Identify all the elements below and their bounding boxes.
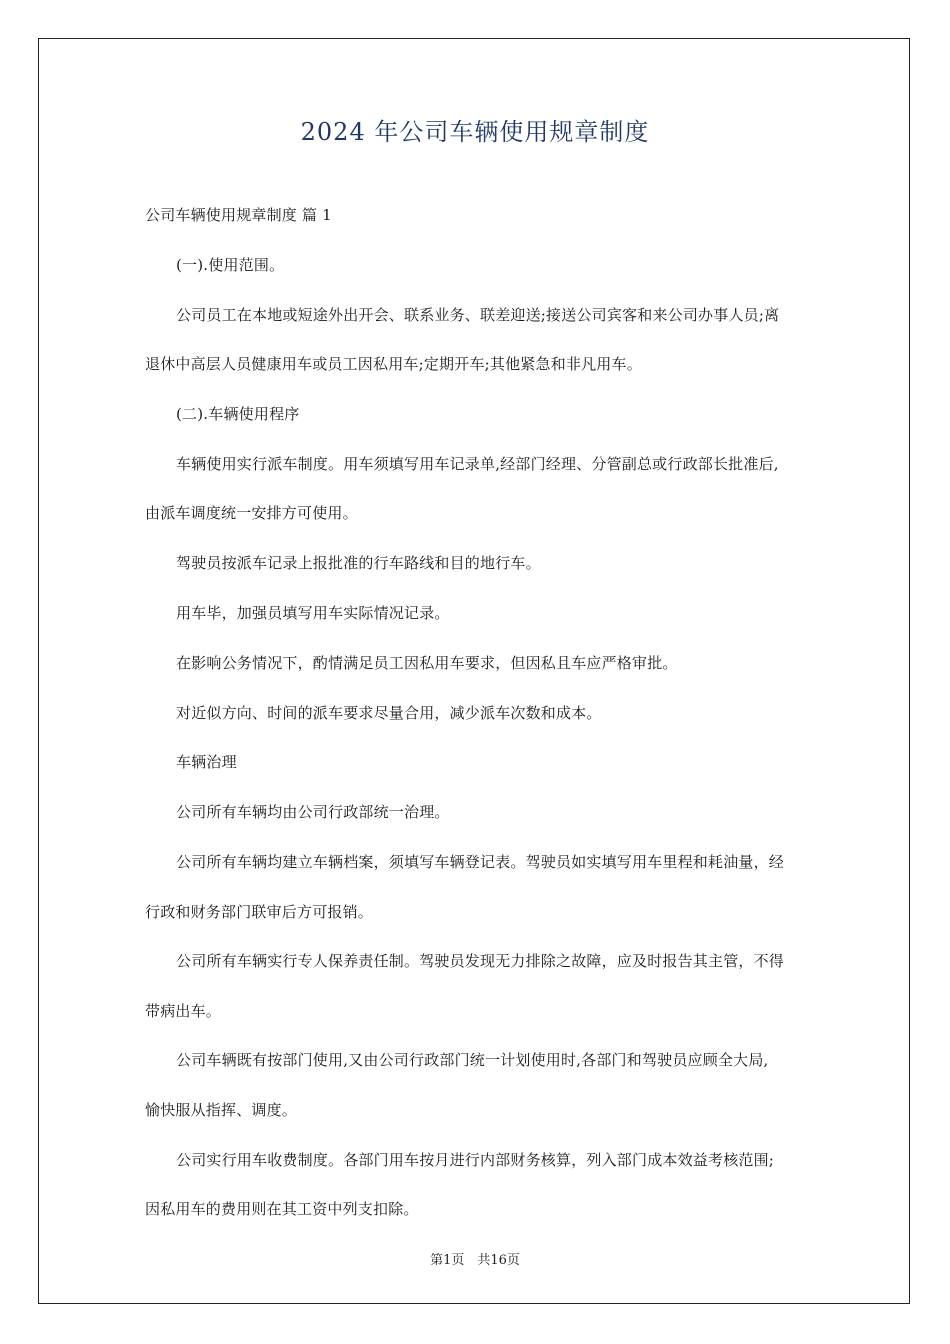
paragraph-line: 车辆使用实行派车制度。用车须填写用车记录单,经部门经理、分管副总或行政部长批准后, [176, 455, 779, 473]
paragraph-line: 车辆治理 [176, 753, 237, 771]
paragraph-line: 在影响公务情况下，酌情满足员工因私用车要求，但因私且车应严格审批。 [176, 654, 678, 672]
paragraph-line: (一).使用范围。 [176, 256, 285, 274]
paragraph-line: 愉快服从指挥、调度。 [145, 1101, 298, 1119]
paragraph-line: 因私用车的费用则在其工资中列支扣除。 [145, 1200, 419, 1218]
paragraph-line: 公司实行用车收费制度。各部门用车按月进行内部财务核算，列入部门成本效益考核范围; [176, 1151, 775, 1169]
paragraph-line: 行政和财务部门联审后方可报销。 [145, 903, 374, 921]
paragraph-line: (二).车辆使用程序 [176, 405, 300, 423]
paragraph-line: 驾驶员按派车记录上报批准的行车路线和目的地行车。 [176, 554, 541, 572]
document-title: 2024 年公司车辆使用规章制度 [300, 118, 650, 146]
paragraph-line: 由派车调度统一安排方可使用。 [145, 504, 358, 522]
paragraph-line: 公司车辆既有按部门使用,又由公司行政部门统一计划使用时,各部门和驾驶员应顾全大局, [176, 1051, 769, 1069]
paragraph-line: 带病出车。 [145, 1002, 222, 1020]
paragraph-line: 公司所有车辆实行专人保养责任制。驾驶员发现无力排除之故障，应及时报告其主管，不得 [176, 952, 785, 970]
paragraph-line: 对近似方向、时间的派车要求尽量合用，减少派车次数和成本。 [176, 704, 602, 722]
paragraph-line: 公司员工在本地或短途外出开会、联系业务、联差迎送;接送公司宾客和来公司办事人员;离 [176, 306, 780, 324]
paragraph-line: 公司所有车辆均由公司行政部统一治理。 [176, 803, 450, 821]
paragraph-line: 公司所有车辆均建立车辆档案，须填写车辆登记表。驾驶员如实填写用车里程和耗油量，经 [176, 853, 785, 871]
section-heading: 公司车辆使用规章制度 篇 1 [145, 206, 332, 224]
paragraph-line: 退休中高层人员健康用车或员工因私用车;定期开车;其他紧急和非凡用车。 [145, 355, 642, 373]
paragraph-line: 用车毕，加强员填写用车实际情况记录。 [176, 604, 450, 622]
page-footer: 第1页 共16页 [430, 1253, 520, 1268]
